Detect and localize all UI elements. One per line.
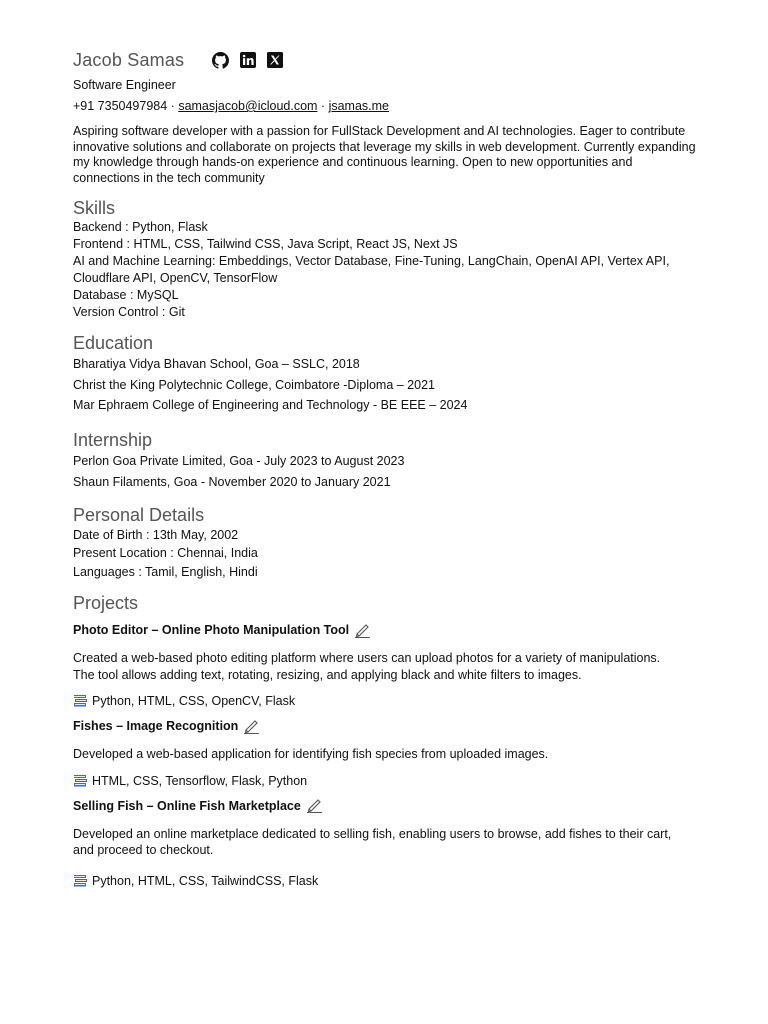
personal-detail: Languages : Tamil, English, Hindi — [73, 564, 258, 579]
project-title — [73, 622, 713, 638]
separator: · — [317, 99, 329, 113]
skill-line: Cloudflare API, OpenCV, TensorFlow — [73, 271, 278, 286]
project-tech-stack — [73, 873, 713, 889]
summary-paragraph: Aspiring software developer with a passion for FullStack Development and AI technologies. Eager to contribute innovative solutions and collaborate on projects that leverage my skills in web development. Currently expanding my knowledge through hands-on experience and continuous learning. Open to new opportunities and connections in the tech community — [73, 124, 696, 185]
skill-line: Database : MySQL — [73, 288, 179, 303]
website-link[interactable]: jsamas.me — [328, 99, 389, 113]
personal-detail: Present Location : Chennai, India — [73, 546, 258, 561]
project-title — [73, 798, 713, 814]
project-tech-stack — [73, 693, 713, 709]
books-icon — [73, 694, 88, 708]
resume-page — [73, 46, 713, 889]
personal-details-heading: Personal Details — [73, 504, 205, 525]
project-tech-text: Python, HTML, CSS, TailwindCSS, Flask — [92, 873, 319, 888]
skill-line: Backend : Python, Flask — [73, 220, 208, 235]
project-description: Created a web-based photo editing platform where users can upload photos for a variety of manipulations. The tool allows adding text, rotating, resizing, and applying black and white filters to images. — [73, 651, 661, 682]
x-icon[interactable] — [266, 52, 283, 69]
personal-detail: Date of Birth : 13th May, 2002 — [73, 527, 239, 542]
link-icon[interactable] — [354, 623, 371, 638]
skill-line: AI and Machine Learning: Embeddings, Vector Database, Fine-Tuning, LangChain, OpenAI API, Vertex API, — [73, 254, 670, 269]
education-heading: Education — [73, 333, 154, 354]
project-title — [73, 718, 713, 734]
internship-item: Perlon Goa Private Limited, Goa - July 2023 to August 2023 — [73, 453, 405, 468]
projects-list — [73, 622, 713, 889]
phone-number: +91 7350497984 — [73, 99, 168, 113]
github-icon[interactable] — [212, 52, 229, 69]
project-tech-text: HTML, CSS, Tensorflow, Flask, Python — [92, 773, 308, 788]
education-list — [73, 354, 713, 416]
education-item: Christ the King Polytechnic College, Coimbatore -Diploma – 2021 — [73, 377, 435, 392]
books-icon — [73, 774, 88, 788]
personal-details-list — [73, 526, 713, 582]
skill-line: Version Control : Git — [73, 305, 185, 320]
projects-heading: Projects — [73, 593, 139, 614]
skills-heading: Skills — [73, 198, 116, 219]
job-title: Software Engineer — [73, 78, 176, 92]
linkedin-icon[interactable] — [239, 52, 256, 69]
project-title-text: Selling Fish – Online Fish Marketplace — [73, 798, 301, 813]
person-name: Jacob Samas — [73, 49, 185, 70]
education-item: Mar Ephraem College of Engineering and Technology - BE EEE – 2024 — [73, 398, 468, 413]
skills-list — [73, 219, 713, 321]
internship-item: Shaun Filaments, Goa - November 2020 to January 2021 — [73, 474, 391, 489]
skill-line: Frontend : HTML, CSS, Tailwind CSS, Java Script, React JS, Next JS — [73, 237, 458, 252]
link-icon[interactable] — [306, 798, 323, 813]
contact-line — [73, 98, 713, 114]
internship-list — [73, 451, 713, 493]
social-links — [212, 52, 283, 69]
project-description: Developed an online marketplace dedicated to selling fish, enabling users to browse, add fishes to their cart, and proceed to checkout. — [73, 826, 672, 858]
project-title-text: Fishes – Image Recognition — [73, 719, 239, 734]
books-icon — [73, 874, 88, 888]
project-tech-stack — [73, 773, 713, 789]
separator: · — [167, 99, 179, 113]
project-tech-text: Python, HTML, CSS, OpenCV, Flask — [92, 694, 296, 709]
email-link[interactable]: samasjacob@icloud.com — [178, 99, 318, 113]
project-description: Developed a web-based application for identifying fish species from uploaded images. — [73, 747, 549, 762]
header — [73, 46, 713, 74]
education-item: Bharatiya Vidya Bhavan School, Goa – SSLC, 2018 — [73, 357, 360, 372]
project-title-text: Photo Editor – Online Photo Manipulation Tool — [73, 623, 350, 638]
internship-heading: Internship — [73, 429, 153, 450]
link-icon[interactable] — [243, 719, 260, 734]
